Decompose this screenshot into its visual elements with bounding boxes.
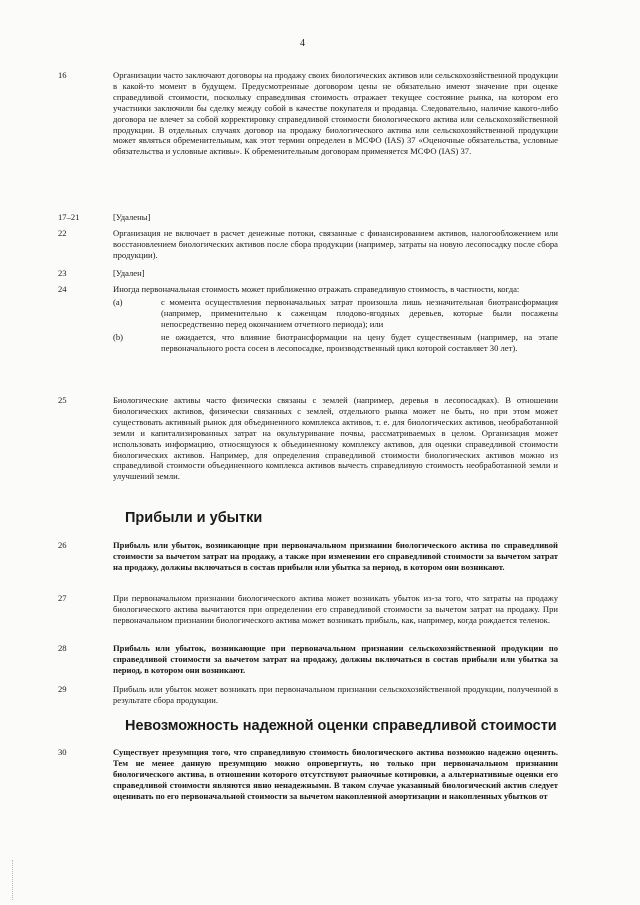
paragraph-28: [58, 643, 558, 676]
paragraph-26: [58, 540, 558, 573]
paragraph-text: Иногда первоначальная стоимость может приближенно отражать справедливую стоимость, в частности, когда:: [113, 284, 520, 294]
paragraph-text: Организации часто заключают договоры на продажу своих биологических активов или сельскохозяйственной продукции в какой-то момент в будущем. Предусмотренные договором цены не обязательно имеют значение при оценке справедливой стоимости, поскольку справедливая стоимость отражает текущее состояние рынка, на котором его участники заключили бы сделку между собой в качестве покупателя и продавца. Следовательно, наличие какого-либо договора не влечет за собой корректировку справедливой стоимости биологического актива или сельскохозяйственной продукции. В отдельных случаях договор на продажу биологического актива или сельскохозяйственной продукции может являться обременительным, как этот термин определен в МСФО (IAS) 37 «Оценочные обязательства, условные обязательства и условные активы». К обременительным договорам применяется МСФО (IAS) 37.: [113, 70, 558, 157]
paragraph-text: Существует презумпция того, что справедливую стоимость биологического актива возможно надежно оценить. Тем не менее данную презумпцию можно опровергнуть, но только при первоначальном признании биологического актива, в отношении которого отсутствуют рыночные котировки, а альтернативные оценки его справедливой стоимости являются явно ненадежными. В таком случае указанный биологический актив следует оценивать по его первоначальной стоимости за вычетом накопленной амортизации и накопленных убытков от: [113, 747, 558, 801]
paragraph-text: Организация не включает в расчет денежные потоки, связанные с финансированием активов, налогообложением или восстановлением биологических активов после сбора продукции (например, затраты на новую лесопосадку после сбора продукции).: [113, 228, 558, 260]
list-item-a: [113, 297, 558, 330]
paragraph-22: [58, 228, 558, 261]
paragraph-16: [58, 70, 558, 157]
paragraph-number: 30: [58, 747, 67, 757]
paragraph-text: Прибыль или убыток, возникающие при первоначальном признании биологического актива по справедливой стоимости за вычетом затрат на продажу, а также при изменении его справедливой стоимости за вычетом затрат на продажу, должны включаться в состав прибыли или убытка за период, в котором они возникают.: [113, 540, 558, 572]
paragraph-text: При первоначальном признании биологического актива может возникать убыток из-за того, что затраты на продажу биологического актива вычитаются при определении его справедливой стоимости за вычетом затрат на продажу. При первоначальном признании биологического актива может возникать прибыль, как, например, когда рождается теленок.: [113, 593, 558, 625]
paragraph-number: 23: [58, 268, 67, 278]
section-heading-gains-losses: Прибыли и убытки: [125, 510, 263, 526]
paragraph-text: [Удалены]: [113, 212, 151, 222]
paragraph-17-21: [58, 212, 558, 223]
paragraph-number: 16: [58, 70, 67, 80]
paragraph-29: [58, 684, 558, 706]
paragraph-number: 28: [58, 643, 67, 653]
list-item-label: (а): [113, 296, 123, 307]
paragraph-23: [58, 268, 558, 279]
list-item-label: (b): [113, 331, 124, 342]
section-heading-inability: Невозможность надежной оценки справедливой стоимости: [125, 718, 557, 734]
paragraph-text: Биологические активы часто физически связаны с землей (например, деревья в лесопосадках). В отношении биологических активов, физически связанных с землей, отдельного рынка может не быть, но при этом может существовать активный рынок для объединенного комплекса активов, т. е. для биологических активов, необработанной земли и капитализированных затрат на окультуривание почвы, рассматриваемых в целом. Организация может использовать информацию, относящуюся к объединенному комплексу активов, для оценки справедливой стоимости биологических активов. Например, для определения справедливой стоимости биологических активов можно из справедливой стоимости объединенного комплекса активов вычесть справедливую стоимость необработанной земли и улучшений земли.: [113, 395, 558, 482]
paragraph-30: [58, 747, 558, 802]
list-item-b: [113, 332, 558, 354]
list-item-text: не ожидается, что влияние биотрансформации на цену будет существенным (например, на этапе первоначального роста сосен в лесопосадке, производственный цикл которой составляет 30 лет).: [161, 331, 558, 353]
paragraph-text: Прибыль или убыток может возникать при первоначальном признании сельскохозяйственной продукции, полученной в результате сбора продукции.: [113, 684, 558, 705]
paragraph-number: 17–21: [58, 212, 80, 222]
paragraph-number: 27: [58, 593, 67, 603]
paragraph-number: 26: [58, 540, 67, 550]
paragraph-text: [Удален]: [113, 268, 145, 278]
paragraph-number: 29: [58, 684, 67, 694]
paragraph-25: [58, 395, 558, 482]
paragraph-number: 24: [58, 284, 67, 294]
paragraph-number: 22: [58, 228, 67, 238]
page-number: 4: [300, 38, 305, 49]
paragraph-24: [58, 284, 558, 353]
paragraph-text: Прибыль или убыток, возникающие при первоначальном признании сельскохозяйственной продукции по справедливой стоимости за вычетом затрат на продажу, должны включаться в состав прибыли или убытка за период, в котором они возникают.: [113, 643, 558, 675]
list-item-text: с момента осуществления первоначальных затрат произошла лишь незначительная биотрансформация (например, применительно к саженцам плодово-ягодных деревьев, которые были посажены непосредственно перед окончанием отчетного периода); или: [161, 296, 558, 329]
scan-margin-marks: [12, 860, 15, 900]
paragraph-number: 25: [58, 395, 67, 405]
paragraph-27: [58, 593, 558, 626]
